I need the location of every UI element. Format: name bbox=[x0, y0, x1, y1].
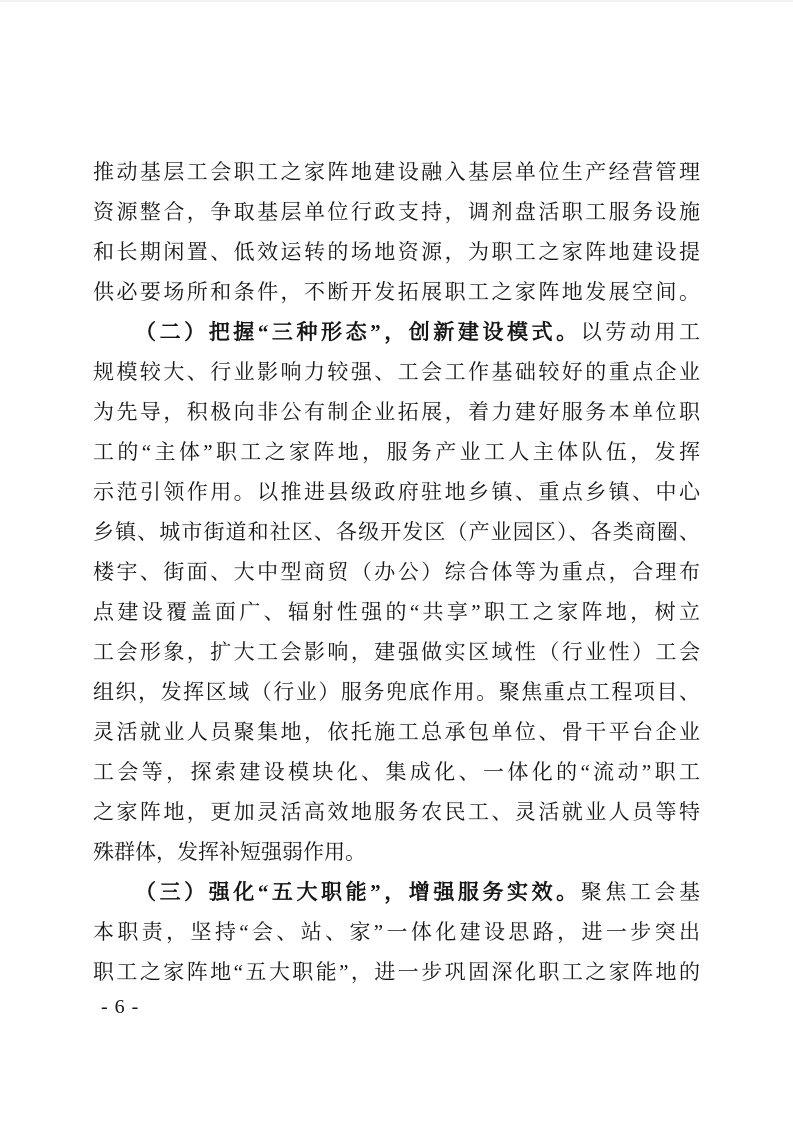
scan-edge-artifact bbox=[0, 0, 793, 2]
text-run: 组织，发挥区域（行业）服务兜底作用。聚焦重点工程项目、 bbox=[93, 680, 700, 704]
text-run: 聚焦工会基 bbox=[580, 880, 701, 904]
text-run: 推动基层工会职工之家阵地建设融入基层单位生产经营管理 bbox=[93, 160, 700, 184]
text-run: 职工之家阵地“五大职能”，进一步巩固深化职工之家阵地的 bbox=[93, 960, 700, 984]
text-line bbox=[93, 192, 700, 232]
text-run: 殊群体，发挥补短强弱作用。 bbox=[93, 840, 366, 864]
text-line bbox=[93, 472, 700, 512]
text-run: 为先导，积极向非公有制企业拓展，着力建好服务本单位职 bbox=[93, 400, 700, 424]
text-run: 和长期闲置、低效运转的场地资源，为职工之家阵地建设提 bbox=[93, 240, 700, 264]
section-heading-run: （二）把握“三种形态”，创新建设模式。 bbox=[135, 320, 581, 344]
text-run: 楼宇、街面、大中型商贸（办公）综合体等为重点，合理布 bbox=[93, 560, 700, 584]
text-line bbox=[93, 232, 700, 272]
document-body bbox=[93, 152, 700, 992]
text-line bbox=[93, 392, 700, 432]
text-run: 之家阵地，更加灵活高效地服务农民工、灵活就业人员等特 bbox=[93, 800, 700, 824]
text-line bbox=[93, 952, 700, 992]
text-line bbox=[93, 152, 700, 192]
page-number: - 6 - bbox=[101, 996, 140, 1018]
text-line bbox=[93, 432, 700, 472]
section-heading-run: （三）强化“五大职能”，增强服务实效。 bbox=[135, 880, 581, 904]
text-line bbox=[93, 592, 700, 632]
text-run: 资源整合，争取基层单位行政支持，调剂盘活职工服务设施 bbox=[93, 200, 700, 224]
text-line bbox=[93, 312, 700, 352]
text-run: 灵活就业人员聚集地，依托施工总承包单位、骨干平台企业 bbox=[93, 720, 700, 744]
text-line bbox=[93, 712, 700, 752]
text-run: 乡镇、城市街道和社区、各级开发区（产业园区）、各类商圈、 bbox=[93, 520, 700, 544]
text-run: 工会形象，扩大工会影响，建强做实区域性（行业性）工会 bbox=[93, 640, 700, 664]
text-line bbox=[93, 792, 700, 832]
text-line bbox=[93, 272, 700, 312]
text-run: 工的“主体”职工之家阵地，服务产业工人主体队伍，发挥 bbox=[93, 440, 700, 464]
text-line bbox=[93, 552, 700, 592]
text-run: 示范引领作用。以推进县级政府驻地乡镇、重点乡镇、中心 bbox=[93, 480, 700, 504]
text-run: 点建设覆盖面广、辐射性强的“共享”职工之家阵地，树立 bbox=[93, 600, 700, 624]
text-line bbox=[93, 832, 700, 872]
text-run: 以劳动用工 bbox=[580, 320, 701, 344]
text-run: 本职责，坚持“会、站、家”一体化建设思路，进一步突出 bbox=[93, 920, 700, 944]
text-line bbox=[93, 352, 700, 392]
text-line bbox=[93, 512, 700, 552]
text-line bbox=[93, 672, 700, 712]
text-line bbox=[93, 872, 700, 912]
text-run: 供必要场所和条件，不断开发拓展职工之家阵地发展空间。 bbox=[93, 280, 700, 304]
text-line bbox=[93, 752, 700, 792]
text-line bbox=[93, 912, 700, 952]
text-run: 规模较大、行业影响力较强、工会工作基础较好的重点企业 bbox=[93, 360, 700, 384]
text-line bbox=[93, 632, 700, 672]
text-run: 工会等，探索建设模块化、集成化、一体化的“流动”职工 bbox=[93, 760, 700, 784]
